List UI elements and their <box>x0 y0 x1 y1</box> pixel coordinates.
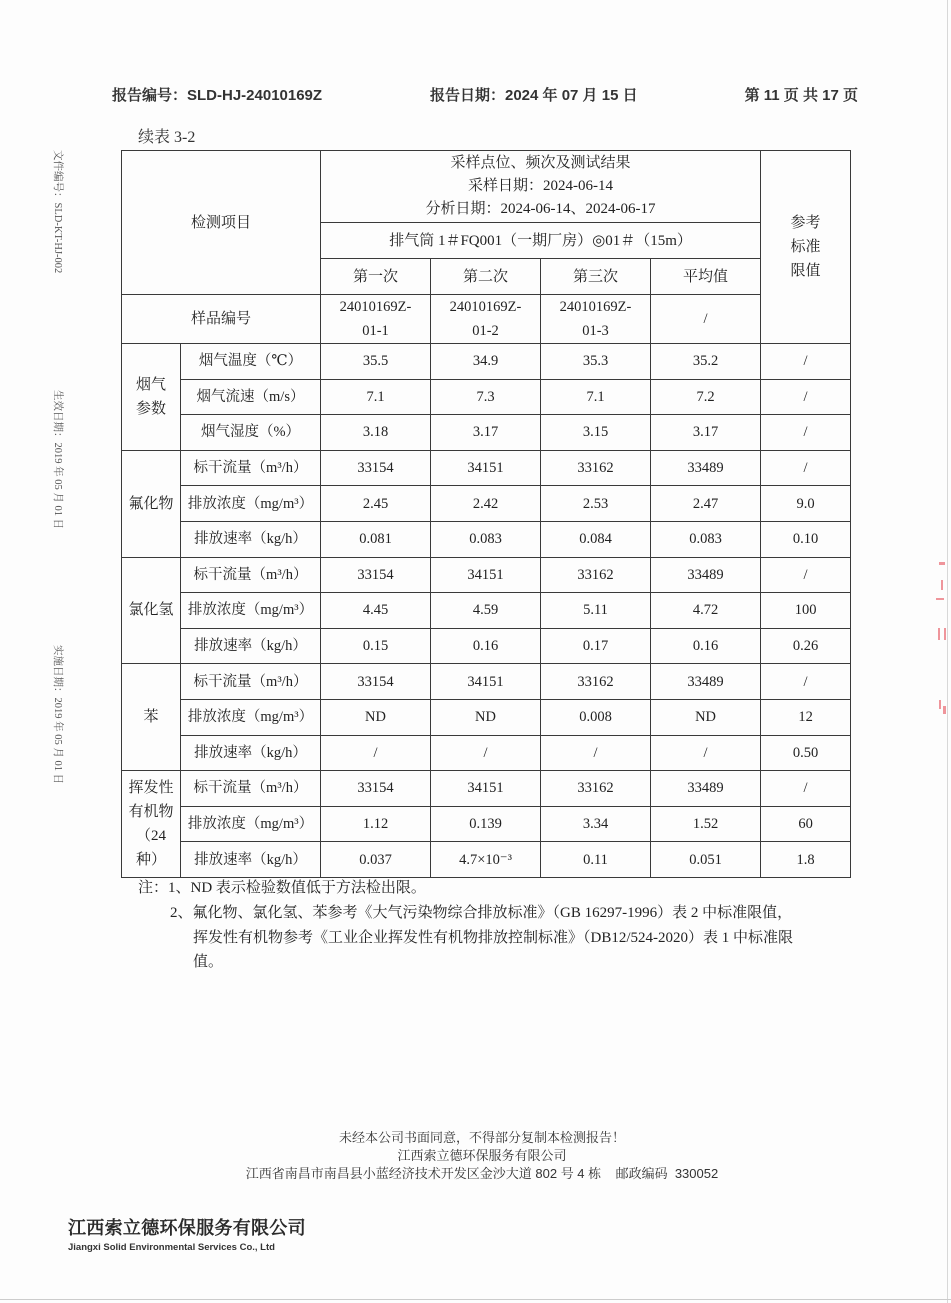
value-run-2: ND <box>431 699 541 735</box>
sample-id-run-1 <box>321 295 431 344</box>
value-run-3: 3.15 <box>541 415 651 451</box>
table-row <box>122 699 851 735</box>
value-run-1: / <box>321 735 431 771</box>
note-1-text: 1、ND 表示检验数值低于方法检出限。 <box>168 880 426 896</box>
table-row <box>122 415 851 451</box>
category-fluoride <box>122 450 181 557</box>
header-run-1: 第一次 <box>321 259 431 295</box>
table-header-row <box>122 151 851 223</box>
table-row <box>122 771 851 807</box>
header-run-2: 第二次 <box>431 259 541 295</box>
table-row <box>122 521 851 557</box>
item-label: 烟气流速（m/s） <box>181 379 321 415</box>
value-reference-limit: / <box>761 557 851 593</box>
value-average: ND <box>651 699 761 735</box>
header-run-3: 第三次 <box>541 259 651 295</box>
side-doc-number: 文件编号：SLD-KT-HJ-002 <box>52 150 63 274</box>
item-label: 排放浓度（mg/m³） <box>181 486 321 522</box>
item-label: 标干流量（m³/h） <box>181 557 321 593</box>
value-run-3: 7.1 <box>541 379 651 415</box>
value-run-2: 2.42 <box>431 486 541 522</box>
value-run-3: 0.008 <box>541 699 651 735</box>
value-run-2: 3.17 <box>431 415 541 451</box>
value-run-1: 7.1 <box>321 379 431 415</box>
value-run-1: 0.037 <box>321 842 431 878</box>
table-row <box>122 628 851 664</box>
value-run-3: 5.11 <box>541 593 651 629</box>
report-number: 报告编号：SLD-HJ-24010169Z <box>112 87 323 104</box>
value-average: 33489 <box>651 771 761 807</box>
footer-address: 江西省南昌市南昌县小蓝经济技术开发区金沙大道 802 号 4 栋 邮政编码 330052 <box>245 1166 719 1181</box>
value-reference-limit: / <box>761 415 851 451</box>
note-label: 注： <box>138 880 169 896</box>
value-reference-limit: / <box>761 344 851 380</box>
value-reference-limit: 0.50 <box>761 735 851 771</box>
seal-mark <box>939 700 941 709</box>
value-average: 4.72 <box>651 593 761 629</box>
value-run-3: 33162 <box>541 771 651 807</box>
logo-company-name-cn: 江西索立德环保服务有限公司 <box>68 1218 306 1238</box>
value-run-2: 7.3 <box>431 379 541 415</box>
value-reference-limit: 1.8 <box>761 842 851 878</box>
sampling-point: 排气筒 1＃FQ001（一期厂房）◎01＃（15m） <box>321 223 761 259</box>
reference-limit-line: 限值 <box>790 263 821 279</box>
value-average: 7.2 <box>651 379 761 415</box>
value-run-2: 34151 <box>431 557 541 593</box>
value-run-2: 34151 <box>431 771 541 807</box>
value-reference-limit: 9.0 <box>761 486 851 522</box>
seal-mark <box>936 598 944 600</box>
item-label: 排放浓度（mg/m³） <box>181 593 321 629</box>
value-run-1: 4.45 <box>321 593 431 629</box>
value-run-1: 33154 <box>321 664 431 700</box>
sample-id-line: 01-3 <box>582 323 609 339</box>
value-reference-limit: / <box>761 664 851 700</box>
table-row <box>122 842 851 878</box>
value-run-3: 0.17 <box>541 628 651 664</box>
sample-id-run-3 <box>541 295 651 344</box>
sample-id-line: 24010169Z- <box>339 299 412 315</box>
category-label-line: 参数 <box>135 400 166 417</box>
item-label: 烟气温度（℃） <box>181 344 321 380</box>
reference-limit-line: 参考 <box>790 215 821 231</box>
value-reference-limit: / <box>761 771 851 807</box>
value-run-1: 35.5 <box>321 344 431 380</box>
table-row <box>122 593 851 629</box>
value-reference-limit: / <box>761 450 851 486</box>
value-reference-limit: 12 <box>761 699 851 735</box>
value-run-1: 33154 <box>321 771 431 807</box>
table-row <box>122 486 851 522</box>
value-run-3: 33162 <box>541 557 651 593</box>
item-label: 排放速率（kg/h） <box>181 521 321 557</box>
value-average: 33489 <box>651 664 761 700</box>
item-label: 排放速率（kg/h） <box>181 628 321 664</box>
value-average: 0.083 <box>651 521 761 557</box>
table-row <box>122 450 851 486</box>
note-1 <box>138 878 426 898</box>
header-test-item: 检测项目 <box>122 151 321 295</box>
header-average: 平均值 <box>651 259 761 295</box>
side-implement-date: 实施日期：2019 年 05 月 01 日 <box>52 645 63 785</box>
value-run-3: 3.34 <box>541 806 651 842</box>
category-benzene <box>122 664 181 771</box>
item-label: 烟气湿度（%） <box>181 415 321 451</box>
value-average: 1.52 <box>651 806 761 842</box>
value-average: 33489 <box>651 557 761 593</box>
sample-id-average: / <box>651 295 761 344</box>
table-row <box>122 344 851 380</box>
page-count: 第 11 页 共 17 页 <box>744 87 858 104</box>
table-caption: 续表 3-2 <box>138 129 196 146</box>
scan-edge-bottom <box>0 1299 951 1300</box>
value-run-1: 1.12 <box>321 806 431 842</box>
category-label-line: 种） <box>135 852 166 869</box>
value-run-1: 33154 <box>321 557 431 593</box>
reference-limit-line: 标准 <box>790 239 821 255</box>
value-reference-limit: 60 <box>761 806 851 842</box>
category-flue-gas-params <box>122 344 181 451</box>
value-run-2: 0.139 <box>431 806 541 842</box>
value-run-2: 4.59 <box>431 593 541 629</box>
value-run-1: 0.15 <box>321 628 431 664</box>
value-reference-limit: 100 <box>761 593 851 629</box>
value-run-1: 33154 <box>321 450 431 486</box>
category-vocs <box>122 771 181 878</box>
note-2-line-2: 挥发性有机物参考《工业企业挥发性有机物排放控制标准》（DB12/524-2020）表 1 中标准限 <box>193 930 794 946</box>
value-run-2: 34151 <box>431 450 541 486</box>
sample-id-line: 01-1 <box>362 323 389 339</box>
value-average: 35.2 <box>651 344 761 380</box>
value-run-1: ND <box>321 699 431 735</box>
header-reference-limit <box>761 151 851 344</box>
seal-mark <box>939 562 945 565</box>
value-run-2: 4.7×10⁻³ <box>431 842 541 878</box>
item-label: 排放浓度（mg/m³） <box>181 806 321 842</box>
seal-mark <box>944 628 946 640</box>
side-effective-date: 生效日期：2019 年 05 月 01 日 <box>52 390 63 530</box>
header-sampling-info <box>321 151 761 223</box>
value-average: / <box>651 735 761 771</box>
table-row <box>122 664 851 700</box>
category-label-line: 苯 <box>143 709 159 726</box>
item-label: 标干流量（m³/h） <box>181 450 321 486</box>
value-average: 0.16 <box>651 628 761 664</box>
table-row <box>122 735 851 771</box>
value-run-3: / <box>541 735 651 771</box>
value-run-1: 0.081 <box>321 521 431 557</box>
seal-mark <box>941 580 943 590</box>
value-run-3: 33162 <box>541 450 651 486</box>
value-run-3: 33162 <box>541 664 651 700</box>
table-row <box>122 806 851 842</box>
item-label: 标干流量（m³/h） <box>181 771 321 807</box>
sample-number-row <box>122 295 851 344</box>
sample-id-line: 24010169Z- <box>559 299 632 315</box>
value-average: 3.17 <box>651 415 761 451</box>
category-label-line: 有机物 <box>128 804 174 821</box>
analysis-date: 分析日期：2024-06-14、2024-06-17 <box>425 201 656 217</box>
category-label-line: 挥发性 <box>128 780 174 797</box>
sample-id-line: 01-2 <box>472 323 499 339</box>
footer-disclaimer: 未经本公司书面同意，不得部分复制本检测报告！ <box>338 1130 625 1145</box>
table-row <box>122 379 851 415</box>
seal-mark <box>943 706 946 714</box>
category-label-line: 氟化物 <box>128 495 174 512</box>
category-label-line: 烟气 <box>135 376 166 393</box>
category-label-line: （24 <box>135 828 166 845</box>
item-label: 排放速率（kg/h） <box>181 842 321 878</box>
results-table <box>121 150 851 878</box>
value-run-3: 0.084 <box>541 521 651 557</box>
note-2-line-3: 值。 <box>193 954 224 970</box>
footer-company: 江西索立德环保服务有限公司 <box>397 1148 567 1163</box>
value-run-2: 34.9 <box>431 344 541 380</box>
value-run-3: 2.53 <box>541 486 651 522</box>
value-run-1: 2.45 <box>321 486 431 522</box>
value-reference-limit: / <box>761 379 851 415</box>
item-label: 标干流量（m³/h） <box>181 664 321 700</box>
value-run-2: / <box>431 735 541 771</box>
table-row <box>122 557 851 593</box>
sample-number-label: 样品编号 <box>122 295 321 344</box>
value-run-3: 0.11 <box>541 842 651 878</box>
value-run-2: 34151 <box>431 664 541 700</box>
item-label: 排放浓度（mg/m³） <box>181 699 321 735</box>
value-average: 33489 <box>651 450 761 486</box>
value-run-3: 35.3 <box>541 344 651 380</box>
scan-edge-right <box>947 0 948 1303</box>
category-hydrogen-chloride <box>122 557 181 664</box>
sample-id-line: 24010169Z- <box>449 299 522 315</box>
value-reference-limit: 0.26 <box>761 628 851 664</box>
report-date: 报告日期：2024 年 07 月 15 日 <box>430 87 638 104</box>
value-reference-limit: 0.10 <box>761 521 851 557</box>
sample-id-run-2 <box>431 295 541 344</box>
value-run-2: 0.16 <box>431 628 541 664</box>
category-label-line: 氯化氢 <box>128 602 174 619</box>
value-run-2: 0.083 <box>431 521 541 557</box>
note-2-line-1: 2、氟化物、氯化氢、苯参考《大气污染物综合排放标准》（GB 16297-1996）表 2 中标准限值， <box>170 905 793 921</box>
item-label: 排放速率（kg/h） <box>181 735 321 771</box>
value-run-1: 3.18 <box>321 415 431 451</box>
sampling-date: 采样日期：2024-06-14 <box>468 178 614 194</box>
value-average: 0.051 <box>651 842 761 878</box>
seal-mark <box>938 628 940 640</box>
value-average: 2.47 <box>651 486 761 522</box>
logo-company-name-en: Jiangxi Solid Environmental Services Co., Ltd <box>68 1242 275 1253</box>
sampling-title: 采样点位、频次及测试结果 <box>450 155 631 171</box>
